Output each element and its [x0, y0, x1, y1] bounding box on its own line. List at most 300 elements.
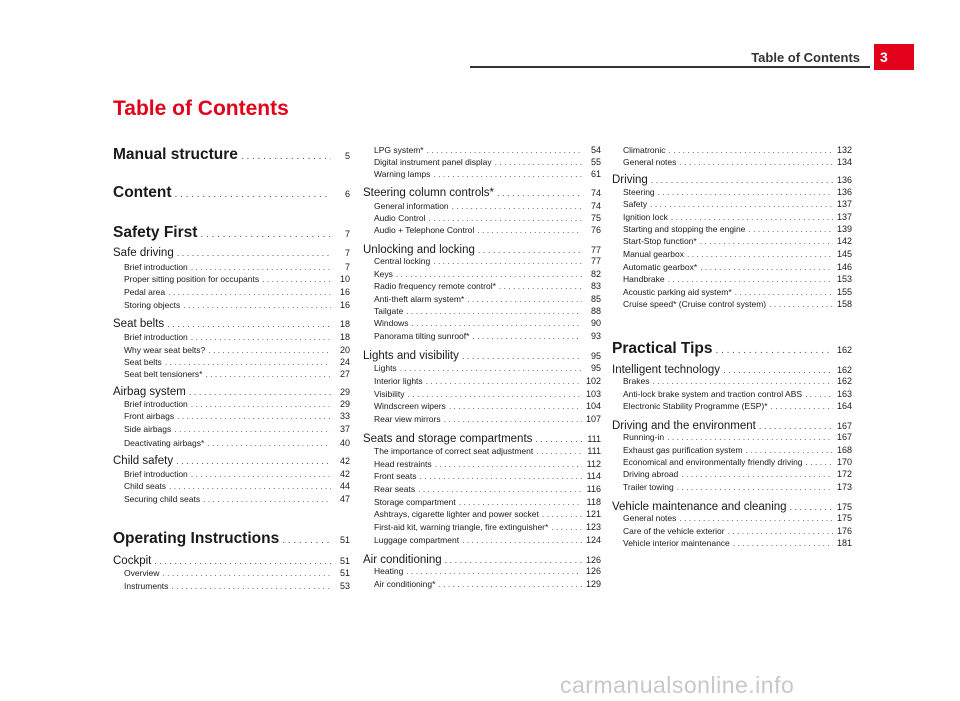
toc-entry — [113, 581, 350, 591]
toc-entry-page: 74 — [590, 201, 601, 211]
toc-entry-page: 85 — [590, 294, 601, 304]
toc-entry-page: 136 — [836, 187, 852, 197]
dot-leader — [679, 157, 833, 167]
toc-entry-title: Automatic gearbox* — [623, 262, 698, 272]
dot-leader — [769, 299, 833, 309]
toc-entry-title: Storing objects — [124, 300, 181, 310]
dot-leader — [177, 411, 331, 421]
toc-entry-title: Manual gearbox — [623, 249, 684, 259]
toc-entry-page: 121 — [585, 509, 601, 519]
toc-entry — [113, 469, 350, 479]
toc-entry-page: 75 — [590, 213, 601, 223]
toc-entry-page: 83 — [590, 281, 601, 291]
toc-entry-title: General notes — [623, 513, 677, 523]
dot-leader — [759, 421, 833, 431]
toc-entry — [113, 369, 350, 379]
toc-entry-title: Exhaust gas purification system — [623, 445, 743, 455]
toc-entry-page: 55 — [590, 157, 601, 167]
toc-entry-title: Audio + Telephone Control — [374, 225, 475, 235]
toc-entry-title: Deactivating airbags* — [124, 438, 205, 448]
toc-entry-page: 33 — [339, 411, 350, 421]
toc-entry-title: Running-in — [623, 432, 665, 442]
dot-leader — [200, 229, 331, 240]
toc-entry-page: 162 — [836, 365, 852, 375]
toc-entry-title: Proper sitting position for occupants — [124, 274, 260, 284]
toc-entry — [363, 389, 601, 399]
toc-entry-page: 123 — [585, 522, 601, 532]
toc-entry-page: 20 — [339, 345, 350, 355]
toc-entry — [612, 445, 852, 455]
toc-entry-title: Lights and visibility — [363, 350, 459, 362]
dot-leader — [426, 376, 582, 386]
dot-leader — [462, 351, 582, 361]
toc-entry-page: 6 — [344, 189, 350, 199]
toc-entry-page: 40 — [339, 438, 350, 448]
toc-entry-title: Head restraints — [374, 459, 432, 469]
toc-entry — [612, 457, 852, 467]
toc-entry — [113, 530, 350, 548]
toc-entry-title: Steering column controls* — [363, 187, 495, 199]
toc-entry-page: 44 — [339, 481, 350, 491]
toc-entry — [612, 482, 852, 492]
toc-entry — [612, 145, 852, 155]
toc-entry — [612, 274, 852, 284]
dot-leader — [771, 401, 833, 411]
toc-entry-title: Driving — [612, 174, 648, 186]
dot-leader — [406, 566, 582, 576]
toc-entry-title: Climatronic — [623, 145, 666, 155]
dot-leader — [191, 262, 331, 272]
dot-leader — [205, 369, 331, 379]
toc-entry-title: Seats and storage compartments — [363, 433, 533, 445]
toc-entry-title: Overview — [124, 568, 160, 578]
toc-entry-title: Unlocking and locking — [363, 244, 475, 256]
toc-entry-title: Brakes — [623, 376, 650, 386]
toc-entry-page: 168 — [836, 445, 852, 455]
toc-entry — [113, 247, 350, 259]
dot-leader — [189, 387, 331, 397]
toc-entry-title: Brief introduction — [124, 469, 188, 479]
toc-entry-page: 18 — [339, 332, 350, 342]
toc-entry — [612, 376, 852, 386]
toc-entry — [113, 345, 350, 355]
dot-leader — [472, 331, 582, 341]
toc-entry — [612, 212, 852, 222]
dot-leader — [176, 456, 331, 466]
toc-entry-title: Rear view mirrors — [374, 414, 441, 424]
toc-entry-title: Airbag system — [113, 386, 186, 398]
toc-entry-title: Visibility — [374, 389, 405, 399]
toc-entry-page: 51 — [339, 568, 350, 578]
toc-entry-title: Brief introduction — [124, 332, 188, 342]
dot-leader — [478, 245, 582, 255]
toc-entry — [363, 522, 601, 532]
dot-leader — [262, 274, 331, 284]
toc-entry — [113, 399, 350, 409]
header-rule — [470, 66, 870, 68]
toc-entry — [612, 174, 852, 186]
toc-entry-title: Air conditioning* — [374, 579, 436, 589]
toc-entry — [113, 357, 350, 367]
toc-entry-page: 114 — [586, 471, 601, 481]
toc-entry-page: 163 — [836, 389, 852, 399]
toc-entry-page: 137 — [836, 199, 852, 209]
toc-entry-page: 42 — [339, 469, 350, 479]
toc-entry-title: Warning lamps — [374, 169, 431, 179]
toc-entry-title: Cruise speed* (Cruise control system) — [623, 299, 767, 309]
toc-entry-title: Tailgate — [374, 306, 404, 316]
toc-entry-page: 7 — [344, 248, 350, 258]
toc-entry-title: Safe driving — [113, 247, 174, 259]
toc-entry-title: Steering — [623, 187, 655, 197]
toc-entry — [113, 300, 350, 310]
dot-leader — [728, 526, 833, 536]
dot-leader — [497, 188, 582, 198]
dot-leader — [805, 389, 833, 399]
toc-entry-title: Brief introduction — [124, 399, 188, 409]
toc-entry-page: 88 — [590, 306, 601, 316]
toc-entry-page: 172 — [836, 469, 852, 479]
toc-entry — [363, 294, 601, 304]
toc-entry — [113, 224, 350, 242]
toc-entry — [113, 287, 350, 297]
toc-entry-page: 155 — [836, 287, 852, 297]
toc-entry-title: Digital instrument panel display — [374, 157, 492, 167]
toc-entry — [363, 225, 601, 235]
dot-leader — [790, 502, 833, 512]
dot-leader — [174, 424, 331, 434]
toc-entry — [612, 340, 852, 358]
dot-leader — [433, 169, 582, 179]
document-title: Table of Contents — [113, 97, 289, 120]
toc-entry — [612, 199, 852, 209]
toc-entry-page: 181 — [836, 538, 852, 548]
dot-leader — [438, 579, 582, 589]
toc-entry-title: Seat belt tensioners* — [124, 369, 203, 379]
toc-entry — [113, 274, 350, 284]
dot-leader — [154, 556, 331, 566]
toc-entry-page: 139 — [836, 224, 852, 234]
toc-entry-page: 82 — [590, 269, 601, 279]
toc-entry-title: Starting and stopping the engine — [623, 224, 746, 234]
toc-entry-title: Anti-theft alarm system* — [374, 294, 465, 304]
toc-entry-title: Anti-lock brake system and traction control ABS — [623, 389, 803, 399]
toc-entry-title: Front airbags — [124, 411, 175, 421]
dot-leader — [162, 568, 331, 578]
toc-entry-title: Acoustic parking aid system* — [623, 287, 732, 297]
toc-entry-page: 145 — [836, 249, 852, 259]
toc-entry-page: 104 — [585, 401, 601, 411]
toc-entry — [363, 566, 601, 576]
dot-leader — [168, 287, 331, 297]
toc-entry-page: 126 — [585, 555, 601, 565]
toc-entry-title: Seat belts — [124, 357, 162, 367]
toc-entry-page: 95 — [590, 351, 601, 361]
toc-entry-page: 7 — [344, 229, 350, 239]
dot-leader — [723, 365, 833, 375]
toc-entry-title: Safety — [623, 199, 648, 209]
dot-leader — [806, 457, 833, 467]
toc-entry-page: 16 — [339, 287, 350, 297]
toc-entry-page: 134 — [836, 157, 852, 167]
toc-entry-title: Manual structure — [113, 146, 238, 163]
dot-leader — [191, 332, 331, 342]
toc-entry-page: 132 — [836, 145, 852, 155]
toc-entry — [113, 332, 350, 342]
toc-entry-title: Ashtrays, cigarette lighter and power socket — [374, 509, 539, 519]
toc-entry-title: Practical Tips — [612, 340, 713, 357]
toc-entry — [363, 244, 601, 256]
toc-entry — [363, 318, 601, 328]
dot-leader — [282, 535, 331, 546]
dot-leader — [420, 471, 582, 481]
dot-leader — [429, 213, 582, 223]
toc-entry-title: Child seats — [124, 481, 167, 491]
dot-leader — [435, 459, 582, 469]
toc-entry-page: 24 — [339, 357, 350, 367]
toc-entry-title: Content — [113, 184, 172, 201]
toc-entry — [113, 555, 350, 567]
toc-entry-page: 18 — [339, 319, 350, 329]
toc-entry-title: Why wear seat belts? — [124, 345, 206, 355]
toc-entry — [363, 201, 601, 211]
toc-entry-title: Audio Control — [374, 213, 426, 223]
toc-entry-page: 111 — [587, 446, 601, 456]
dot-leader — [687, 249, 833, 259]
toc-entry-title: Driving abroad — [623, 469, 679, 479]
toc-entry-page: 164 — [836, 401, 852, 411]
toc-entry-page: 142 — [836, 236, 852, 246]
dot-leader — [535, 434, 582, 444]
toc-entry-page: 167 — [836, 432, 852, 442]
toc-entry — [363, 509, 601, 519]
toc-entry-title: Trailer towing — [623, 482, 674, 492]
dot-leader — [650, 199, 833, 209]
toc-entry — [612, 538, 852, 548]
toc-entry — [612, 469, 852, 479]
toc-entry-title: General notes — [623, 157, 677, 167]
toc-entry-page: 27 — [339, 369, 350, 379]
dot-leader — [165, 357, 331, 367]
toc-entry-title: Windscreen wipers — [374, 401, 446, 411]
toc-entry-title: Start-Stop function* — [623, 236, 697, 246]
toc-entry-title: Cockpit — [113, 555, 152, 567]
dot-leader — [406, 306, 582, 316]
toc-entry-page: 112 — [586, 459, 601, 469]
dot-leader — [203, 494, 331, 504]
toc-entry-page: 129 — [585, 579, 601, 589]
dot-leader — [183, 300, 331, 310]
toc-entry-page: 111 — [587, 434, 601, 444]
toc-entry-title: Driving and the environment — [612, 420, 756, 432]
dot-leader — [191, 399, 331, 409]
dot-leader — [208, 345, 331, 355]
toc-entry-page: 77 — [590, 256, 601, 266]
dot-leader — [427, 145, 582, 155]
dot-leader — [700, 262, 833, 272]
toc-entry — [612, 187, 852, 197]
toc-entry — [612, 401, 852, 411]
toc-entry-title: Lights — [374, 363, 397, 373]
toc-entry-page: 162 — [836, 345, 852, 355]
toc-entry-page: 5 — [344, 151, 350, 161]
toc-entry-page: 61 — [590, 169, 601, 179]
toc-entry-title: The importance of correct seat adjustment — [374, 446, 534, 456]
toc-entry — [612, 526, 852, 536]
toc-entry — [113, 438, 350, 448]
toc-entry — [113, 494, 350, 504]
toc-entry-title: Operating Instructions — [113, 530, 280, 547]
dot-leader — [551, 522, 582, 532]
toc-entry — [612, 287, 852, 297]
toc-entry — [612, 364, 852, 376]
toc-entry-page: 74 — [590, 188, 601, 198]
toc-entry — [363, 401, 601, 411]
toc-entry-page: 37 — [339, 424, 350, 434]
toc-entry-page: 10 — [339, 274, 350, 284]
toc-entry-page: 29 — [339, 399, 350, 409]
dot-leader — [191, 469, 331, 479]
toc-entry-title: Interior lights — [374, 376, 423, 386]
dot-leader — [716, 345, 833, 356]
dot-leader — [669, 145, 833, 155]
toc-entry-title: Air conditioning — [363, 554, 442, 566]
dot-leader — [700, 236, 833, 246]
dot-leader — [658, 187, 833, 197]
toc-entry-page: 176 — [836, 526, 852, 536]
dot-leader — [175, 189, 331, 200]
toc-entry — [363, 187, 601, 199]
toc-entry — [113, 184, 350, 202]
toc-entry-title: Keys — [374, 269, 393, 279]
toc-entry — [612, 236, 852, 246]
toc-entry-page: 29 — [339, 387, 350, 397]
dot-leader — [677, 482, 833, 492]
dot-leader — [536, 446, 582, 456]
toc-entry-title: First-aid kit, warning triangle, fire extinguisher* — [374, 522, 549, 532]
page-number-badge: 3 — [874, 44, 914, 70]
toc-entry — [363, 145, 601, 155]
toc-entry-title: Luggage compartment — [374, 535, 460, 545]
dot-leader — [499, 281, 582, 291]
toc-entry — [113, 318, 350, 330]
toc-entry-page: 54 — [590, 145, 601, 155]
dot-leader — [671, 212, 833, 222]
dot-leader — [477, 225, 582, 235]
toc-entry-title: Securing child seats — [124, 494, 201, 504]
toc-entry-page: 47 — [339, 494, 350, 504]
toc-entry — [113, 455, 350, 467]
toc-entry-page: 158 — [836, 299, 852, 309]
toc-entry — [113, 568, 350, 578]
watermark-text: carmanualsonline.info — [560, 672, 795, 698]
toc-entry — [363, 579, 601, 589]
toc-entry-title: Intelligent technology — [612, 364, 721, 376]
toc-entry — [363, 331, 601, 341]
toc-entry — [363, 363, 601, 373]
toc-entry-title: Instruments — [124, 581, 169, 591]
toc-entry — [363, 213, 601, 223]
toc-entry-title: Safety First — [113, 224, 198, 241]
dot-leader — [746, 445, 833, 455]
dot-leader — [681, 469, 833, 479]
toc-entry-title: Pedal area — [124, 287, 166, 297]
toc-entry-page: 136 — [836, 175, 852, 185]
toc-entry-page: 173 — [836, 482, 852, 492]
toc-entry — [612, 513, 852, 523]
dot-leader — [735, 287, 833, 297]
dot-leader — [452, 201, 582, 211]
toc-entry — [363, 169, 601, 179]
toc-entry-page: 153 — [836, 274, 852, 284]
dot-leader — [668, 274, 833, 284]
running-header-title: Table of Contents — [751, 50, 860, 65]
dot-leader — [467, 294, 582, 304]
toc-entry — [113, 424, 350, 434]
toc-entry — [363, 459, 601, 469]
toc-entry — [612, 224, 852, 234]
toc-entry-title: Central locking — [374, 256, 431, 266]
toc-entry — [612, 249, 852, 259]
toc-entry-page: 51 — [339, 556, 350, 566]
toc-entry-page: 77 — [590, 245, 601, 255]
dot-leader — [651, 175, 833, 185]
dot-leader — [542, 509, 582, 519]
dot-leader — [169, 481, 331, 491]
toc-entry — [363, 484, 601, 494]
toc-entry-page: 170 — [836, 457, 852, 467]
dot-leader — [411, 318, 582, 328]
toc-entry-title: Child safety — [113, 455, 174, 467]
toc-entry-page: 16 — [339, 300, 350, 310]
toc-entry-page: 90 — [590, 318, 601, 328]
toc-entry-title: Rear seats — [374, 484, 416, 494]
dot-leader — [449, 401, 582, 411]
dot-leader — [408, 389, 582, 399]
toc-entry-page: 137 — [836, 212, 852, 222]
toc-entry — [363, 554, 601, 566]
toc-entry-title: Windows — [374, 318, 409, 328]
toc-entry-page: 118 — [586, 497, 601, 507]
toc-entry — [363, 446, 601, 456]
dot-leader — [418, 484, 582, 494]
toc-entry-page: 175 — [836, 513, 852, 523]
toc-entry-page: 167 — [836, 421, 852, 431]
toc-entry — [363, 157, 601, 167]
toc-entry — [113, 386, 350, 398]
toc-entry-title: Care of the vehicle exterior — [623, 526, 725, 536]
dot-leader — [171, 581, 331, 591]
toc-entry-title: Front seats — [374, 471, 417, 481]
toc-entry — [612, 299, 852, 309]
dot-leader — [667, 432, 833, 442]
dot-leader — [679, 513, 833, 523]
toc-entry-page: 146 — [836, 262, 852, 272]
dot-leader — [445, 555, 582, 565]
toc-entry-title: Panorama tilting sunroof* — [374, 331, 470, 341]
toc-entry-page: 162 — [836, 376, 852, 386]
toc-entry — [363, 497, 601, 507]
dot-leader — [733, 538, 833, 548]
dot-leader — [652, 376, 833, 386]
toc-entry-title: Radio frequency remote control* — [374, 281, 496, 291]
toc-entry-page: 95 — [590, 363, 601, 373]
toc-entry-page: 93 — [590, 331, 601, 341]
toc-entry-title: Handbrake — [623, 274, 665, 284]
toc-entry-page: 51 — [339, 535, 350, 545]
toc-entry-title: Ignition lock — [623, 212, 668, 222]
toc-entry-page: 7 — [344, 262, 350, 272]
